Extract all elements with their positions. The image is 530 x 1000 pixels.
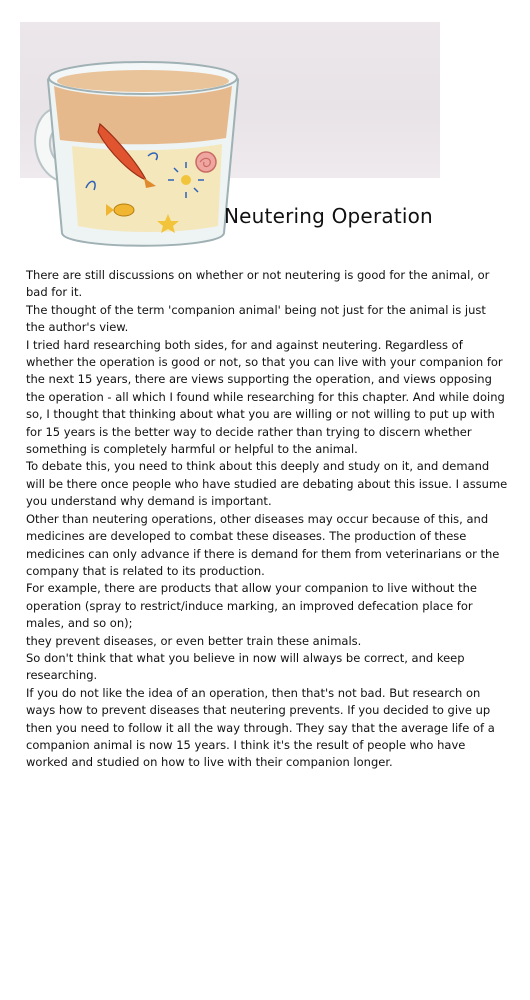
- paragraph: Other than neutering operations, other diseases may occur because of this, and medicines are developed to combat these diseases. The production of these medicines can only advance if there is demand for them from veterinarians or the company that is related to its production.: [26, 511, 500, 578]
- paragraph: For example, there are products that allow your companion to live without the operation (spray to restrict/induce marking, an improved defecation place for males, and so on);: [26, 581, 477, 631]
- paragraph: I tried hard researching both sides, for and against neutering. Regardless of whether the operation is good or not, so that you can live with your companion for the next 15 years, there are views supporting the operation, and views opposing the operation - all which I found while researching for this chapter. And while doing so, I thought that thinking about what you are willing or not willing to put up with for 15 years is the better way to decide rather than trying to discern whether something is completely harmful or helpful to the animal.: [26, 337, 505, 457]
- small-fish-shape: [114, 204, 134, 216]
- paragraph: If you do not like the idea of an operation, then that's not bad. But research on ways how to prevent diseases that neutering prevents. If you decided to give up then you need to follow it all the way through. They say that the average life of a companion animal is now 15 years. I think it's the result of people who have worked and studied on how to live with their companion longer.: [26, 685, 495, 770]
- paragraph: The thought of the term 'companion animal' being not just for the animal is just the author's view.: [26, 302, 486, 335]
- shell-shape: [196, 152, 216, 172]
- mug-liquid-top: [57, 70, 229, 92]
- article-body: [26, 267, 508, 772]
- paragraph: they prevent diseases, or even better train these animals.: [26, 633, 362, 648]
- paragraph: So don't think that what you believe in now will always be correct, and keep researching.: [26, 650, 465, 683]
- sun-shape: [181, 175, 191, 185]
- paragraph: To debate this, you need to think about this deeply and study on it, and demand will be there once people who have studied are debating about this issue. I assume you understand why demand is important.: [26, 459, 508, 509]
- page-title: Neutering Operation: [224, 204, 433, 228]
- paragraph: There are still discussions on whether or not neutering is good for the animal, or bad for it.: [26, 268, 490, 300]
